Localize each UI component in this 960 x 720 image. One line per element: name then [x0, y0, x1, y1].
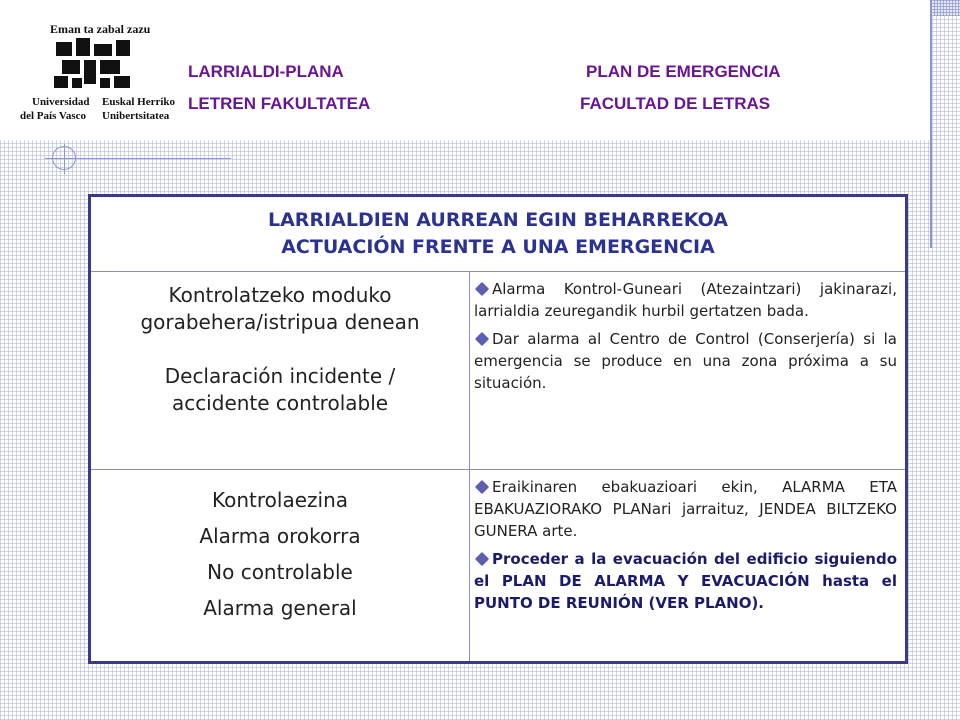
table-title: [90, 196, 907, 272]
decorative-vertical-line: [930, 0, 932, 248]
condition-line: Kontrolaezina: [212, 488, 348, 512]
condition-line: gorabehera/istripua denean: [140, 310, 420, 334]
action-text-spanish: Dar alarma al Centro de Control (Conserjería) si la emergencia se produce en una zona próxima a su situación.: [474, 330, 897, 392]
emergency-action-table: [88, 194, 908, 664]
table-title-spanish: ACTUACIÓN FRENTE A UNA EMERGENCIA: [281, 236, 715, 258]
header-basque-subtitle: LETREN FAKULTATEA: [188, 94, 371, 113]
action-paragraph: [474, 476, 897, 542]
condition-line: Kontrolatzeko moduko: [168, 283, 392, 307]
action-text-basque: Alarma Kontrol-Guneari (Atezaintzari) jakinarazi, larrialdia zeuregandik hurbil gertatzen bada.: [474, 280, 897, 320]
logo-right-line2: Unibertsitatea: [102, 110, 170, 122]
header-spanish-subtitle: FACULTAD DE LETRAS: [580, 94, 771, 113]
condition-line: Declaración incidente /: [164, 364, 396, 388]
table-title-basque: LARRIALDIEN AURREAN EGIN BEHARREKOA: [268, 209, 728, 231]
condition-line: Alarma general: [203, 596, 357, 620]
diamond-bullet-icon: [475, 480, 489, 494]
university-logo: [18, 22, 176, 130]
condition-line: accidente controlable: [171, 391, 389, 415]
row-action-controllable: [470, 272, 907, 470]
diamond-bullet-icon: [475, 332, 489, 346]
row-condition-uncontrollable: [90, 470, 470, 663]
diamond-bullet-icon: [475, 552, 489, 566]
row-action-uncontrollable: [470, 470, 907, 663]
table-row: [90, 272, 907, 470]
action-paragraph: [474, 328, 897, 394]
upv-ehu-logo-icon: [52, 38, 134, 90]
header-spanish-title: PLAN DE EMERGENCIA: [586, 62, 781, 81]
decorative-circle-stem: [64, 144, 65, 174]
logo-motto: Eman ta zabal zazu: [50, 22, 151, 36]
action-paragraph: [474, 278, 897, 322]
action-text-basque: Eraikinaren ebakuazioari ekin, ALARMA ETA EBAKUAZIORAKO PLANari jarraituz, JENDEA BILTZEKO GUNERA arte.: [474, 478, 897, 540]
condition-spacer: [97, 336, 463, 363]
table-header-row: [90, 196, 907, 272]
logo-left-line1: Universidad: [32, 96, 90, 108]
diamond-bullet-icon: [475, 282, 489, 296]
condition-line: Alarma orokorra: [199, 524, 361, 548]
action-paragraph-emphasis: [474, 548, 897, 614]
condition-line: No controlable: [207, 560, 353, 584]
logo-right-line1: Euskal Herriko: [102, 96, 176, 108]
action-text-spanish: Proceder a la evacuación del edificio siguiendo el PLAN DE ALARMA Y EVACUACIÓN hasta el PUNTO DE REUNIÓN (VER PLANO).: [474, 550, 897, 612]
table-row: [90, 470, 907, 663]
header-basque-title: LARRIALDI-PLANA: [188, 62, 344, 81]
logo-left-line2: del País Vasco: [20, 110, 87, 122]
row-condition-controllable: [90, 272, 470, 470]
